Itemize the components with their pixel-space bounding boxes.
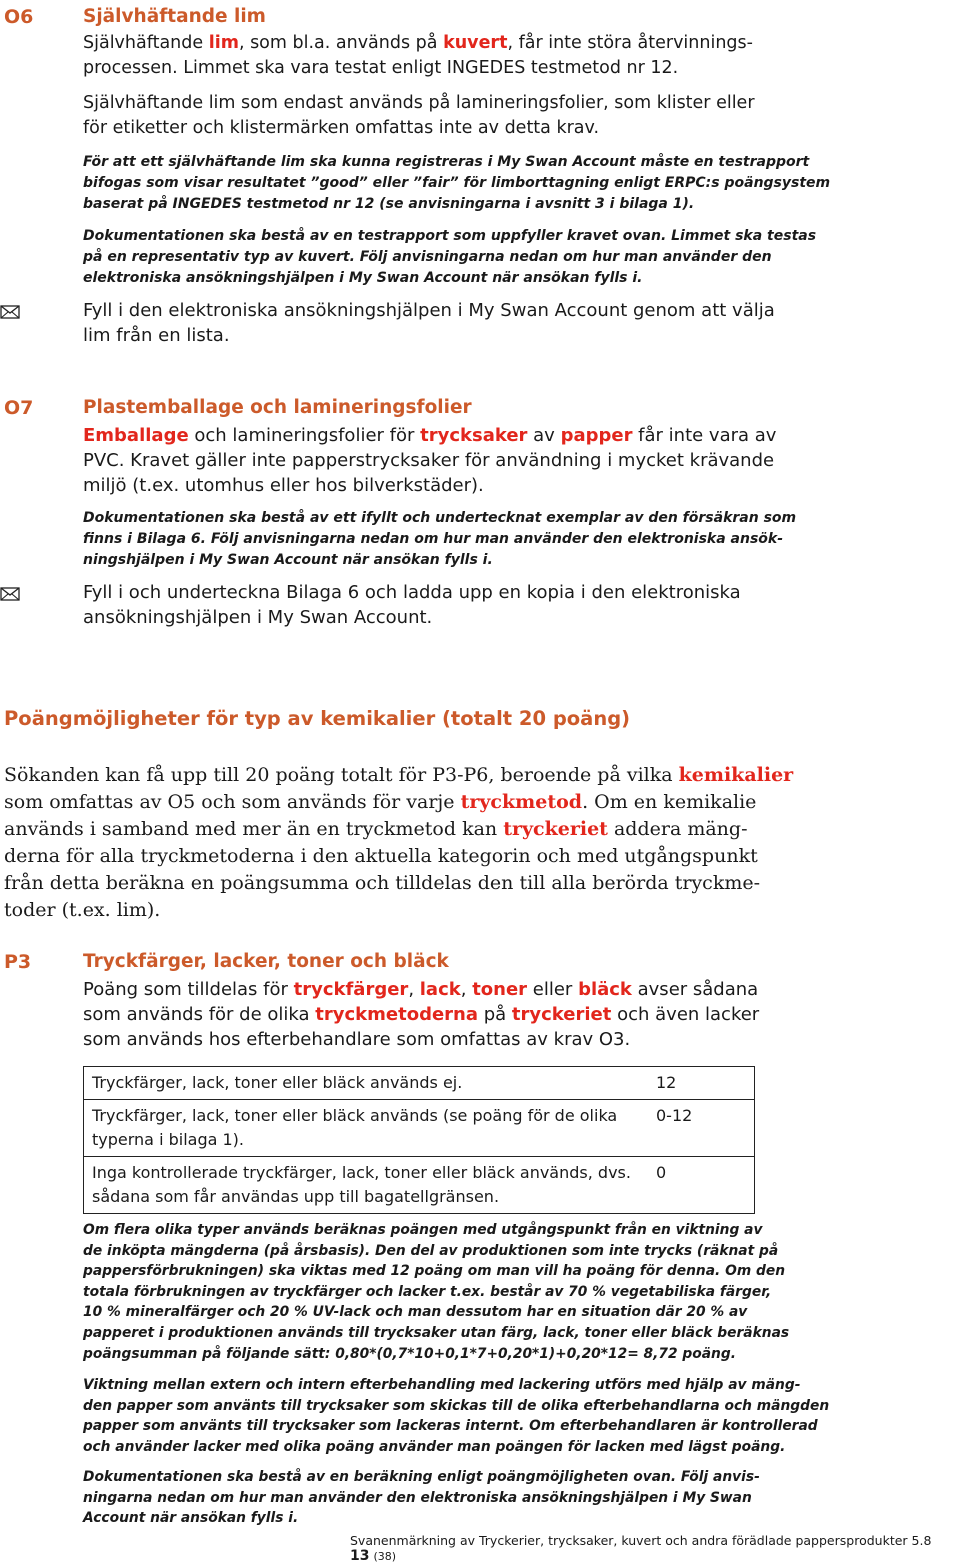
table-cell-criteria: Tryckfärger, lack, toner eller bläck används (se poäng för de olika typerna i bilaga 1).	[84, 1100, 649, 1157]
o7-documentation-note: Dokumentationen ska bestå av ett ifyllt och undertecknat exemplar av den försäkran som finns i Bilaga 6. Följ anvisningarna nedan om hur man använder den elektroniska ansök- ningshjälpen i My Swan Account när ansökan fylls i.	[83, 510, 797, 568]
section-intro: Sökanden kan få upp till 20 poäng totalt för P3-P6, beroende på vilka kemikalier som omfattas av O5 och som används för varje tryckmetod. Om en kemikalie används i samband med mer än en tryckmetod kan tryckeriet addera mäng- derna för alla tryckmetoderna i den aktuella kategorin och med utgångspunkt från detta beräkna en poängsumma och tilldelas den till alla berörda tryckme- toder (t.ex. lim).	[4, 764, 794, 921]
table-cell-criteria: Inga kontrollerade tryckfärger, lack, toner eller bläck används, dvs. sådana som får användas upp till bagatellgränsen.	[84, 1157, 649, 1214]
requirement-code-o7: O7	[4, 397, 34, 419]
p3-finishing-note: Viktning mellan extern och intern efterbehandling med lackering utförs med hjälp av mäng- den papper som använts till trycksaker som skickas till de olika efterbehandlarna och mängden papper som använts till trycksaker som lackeras internt. Om efterbehandlaren är kontrollerad och använder lacker med olika poäng använder man poängen för lacken med lägst poäng.	[83, 1377, 830, 1455]
requirement-code-p3: P3	[4, 951, 32, 973]
points-table	[83, 1066, 755, 1214]
o7-action-instruction: Fyll i och underteckna Bilaga 6 och ladda upp en kopia i den elektroniska ansökningshjälpen i My Swan Account.	[83, 582, 741, 628]
page-footer	[350, 1533, 960, 1564]
requirement-code-o6: O6	[4, 6, 34, 28]
envelope-icon	[0, 304, 20, 320]
page-total: (38)	[373, 1550, 397, 1563]
table-cell-points: 0-12	[648, 1100, 755, 1157]
p3-weighting-note: Om flera olika typer används beräknas poängen med utgångspunkt från en viktning av de inköpta mängderna (på årsbasis). Den del av produktionen som inte trycks (räknat på pappersförbrukningen) ska viktas med 12 poäng om man vill ha poäng för denna. Om den totala förbrukningen av tryckfärger och lacker t.ex. består av 70 % vegetabiliska färger, 10 % mineralfärger och 20 % UV-lack och man dessutom har en situation där 20 % av papperet i produktionen används till trycksaker utan färg, lack, toner eller bläck beräknas poängsumman på följande sätt: 0,80*(0,7*10+0,1*7+0,20*1)+0,20*12= 8,72 poäng.	[83, 1222, 790, 1362]
o6-paragraph-1: Självhäftande lim, som bl.a. används på kuvert, får inte störa återvinnings- processen. Limmet ska vara testat enligt INGEDES testmetod nr 12.	[83, 33, 753, 78]
table-row	[84, 1100, 755, 1157]
page-number: 13	[350, 1548, 370, 1564]
footer-title: Svanenmärkning av Tryckerier, trycksaker, kuvert och andra förädlade pappersprodukter	[350, 1533, 908, 1548]
o7-paragraph-1: Emballage och lamineringsfolier för trycksaker av papper får inte vara av PVC. Kravet gäller inte papperstrycksaker för användning i mycket krävande miljö (t.ex. utomhus eller hos bilverkstäder).	[83, 425, 777, 496]
table-cell-points: 0	[648, 1157, 755, 1214]
envelope-icon	[0, 586, 20, 602]
p3-documentation-note: Dokumentationen ska bestå av en beräkning enligt poängmöjligheten ovan. Följ anvis- ningarna nedan om hur man använder den elektroniska ansökningshjälpen i My Swan Account när ansökan fylls i.	[83, 1469, 760, 1527]
section-title: Poängmöjligheter för typ av kemikalier (totalt 20 poäng)	[4, 707, 631, 730]
requirement-title-o6: Självhäftande lim	[83, 6, 266, 27]
table-cell-criteria: Tryckfärger, lack, toner eller bläck används ej.	[84, 1067, 649, 1100]
o6-paragraph-2: Självhäftande lim som endast används på lamineringsfolier, som klister eller för etiketter och klistermärken omfattas inte av detta krav.	[83, 93, 755, 138]
p3-paragraph: Poäng som tilldelas för tryckfärger, lack, toner eller bläck avser sådana som används för de olika tryckmetoderna på tryckeriet och även lacker som används hos efterbehandlare som omfattas av krav O3.	[83, 979, 760, 1050]
requirement-title-o7: Plastemballage och lamineringsfolier	[83, 397, 472, 418]
table-row	[84, 1157, 755, 1214]
o6-action-instruction: Fyll i den elektroniska ansökningshjälpen i My Swan Account genom att välja lim från en lista.	[83, 300, 775, 346]
table-cell-points: 12	[648, 1067, 755, 1100]
footer-version: 5.8	[911, 1533, 932, 1548]
requirement-title-p3: Tryckfärger, lacker, toner och bläck	[83, 951, 449, 972]
table-row	[84, 1067, 755, 1100]
o6-documentation-note-2: Dokumentationen ska bestå av en testrapport som uppfyller kravet ovan. Limmet ska testas på en representativ typ av kuvert. Följ anvisningarna nedan om hur man använder den elektroniska ansökningshjälpen i My Swan Account när ansökan fylls i.	[83, 228, 817, 286]
o6-documentation-note: För att ett självhäftande lim ska kunna registreras i My Swan Account måste en testrapport bifogas som visar resultatet ”good” eller ”fair” för limborttagning enligt ERPC:s poängsystem baserat på INGEDES testmetod nr 12 (se anvisningarna i avsnitt 3 i bilaga 1).	[83, 154, 831, 212]
